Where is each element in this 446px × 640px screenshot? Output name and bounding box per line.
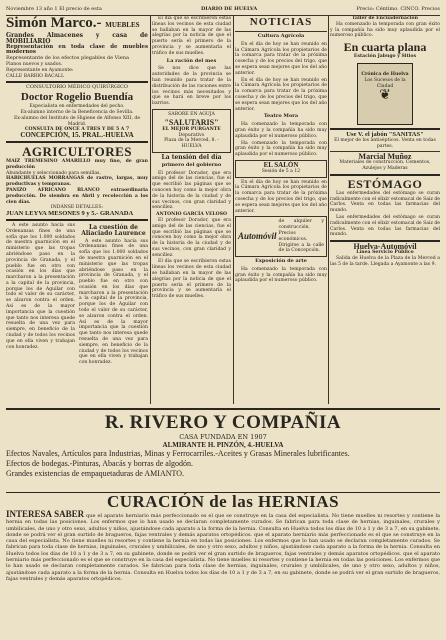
agri-line-4: INDÁNSE DETALLES: [50, 205, 104, 211]
auto-title: Automóvil [238, 230, 277, 241]
simon-line-4: Representante en Ayamonte: [6, 67, 74, 73]
simon-line-3: Pianos nuevos y usados. [6, 61, 63, 67]
col2-body-2: Se nos dice que las autoridades de la provincia se han reunido para tratar de la distribución de las raciones entre los vecinos más necesitados y que se hará en breve por los barrios. [152, 66, 231, 107]
hernias-ad [6, 492, 440, 634]
noticias-title: NOTICIAS [249, 16, 313, 28]
hernias-body: que el aparato herniario más perfeccionado es el que se construye en la casa del especialista. No tiene muelles ni resortes y contiene la hernia en todas las posiciones. Los enfermos que lo han usado se declaran completamente curados. Se fabrican para toda clase de hernias, inguinales, crurales y umbilicales, de uno y otro sexo, adultos y niños, ajustándose cada aparato a la forma de la hernia. Consulta en Huelva todos los días de 10 a 1 y de 3 a 7, en su gabinete, donde se podrá ver el gran surtido de bragueros, fajas ventrales y demás aparatos ortopédicos. [6, 513, 440, 538]
col2-body-1: El día que se escribieron estas líneas los vecinos de esta ciudad se hallaban en la mayor de las alegrías por la noticia de que el puerto sería el primero de la provincia y se aumentaría el tráfico de sus muelles. [152, 16, 231, 56]
col4-top: Taller de Encuadernación [352, 16, 418, 21]
masthead-title: DIARIO DE HUELVA [201, 6, 258, 12]
agri-line-3: PANIZO AFRICANO BLANCO extraordinaria producción. De siembra en Abril y recolección a los cien días. [6, 187, 148, 205]
col3-body-1: En el día de hoy se han reunido en la Cámara Agrícola los propietarios de la comarca para tratar de la próxima cosecha y de los precios del trigo, que se espera sean mejores que los del año anterior. [235, 41, 327, 76]
col1-body: A este asunto hacía sus Ordenanzas fines de una sofía que los 1.000 soldados de nuestra guarnición en el ministerio que las tropas abriéndose paso en la provincia de Granada, y el pueblo fue en otro con ocasión en los días que marcharon a la presentación a la capital de la provincia, porque los de Aguilar con todo el valor de su carácter, se alzaron contra el orden. Así es de la mayor importancia que la cuestión que tanto nos interesa quede resuelta de una vez para siempre, en beneficio de la ciudad y de todos los vecinos que en ella viven y trabajan con honradez. [6, 222, 75, 350]
col3-body-1c: En el día de hoy se han reunido en la Cámara Agrícola los propietarios de la comarca para tratar de la próxima cosecha y de los precios del trigo, que se espera sean mejores que los del año anterior. [235, 179, 327, 214]
sanitas-body: El mejor de los antisépticos. Venta en todas partes. [334, 137, 436, 149]
rivero-line-2: Efectos de bodegas.-Pinturas, Abacás y borras de algodón. [6, 459, 194, 468]
simon-line-5: CALLE BARRIO BACALL [6, 73, 65, 79]
col3-sub-3: Exposición de arte [255, 258, 307, 265]
masthead [6, 3, 440, 16]
marcial-title: Marcial Muñoz [358, 152, 412, 162]
cuarta-sub: Estación Jabugo y Sitios [353, 54, 417, 60]
marcial-body: Materiales de construcción. Cementos, Azulejos y Maderas [339, 160, 431, 171]
estomago-body-b: Las enfermedades del estómago se curan radicalmente con el elixir estomacal de Saiz de Carlos. Venta en todas las farmacias del mundo. [330, 214, 440, 238]
rivero-title: R. RIVERO Y COMPAÑIA [104, 412, 342, 433]
agri-line-1: Abundante y seleccionado para semillas. [6, 170, 101, 176]
rivero-address: ALMIRANTE H. PINZÓN, 4.-HUELVA [162, 441, 284, 449]
estomago-body: Las enfermedades del estómago se curan radicalmente con el elixir estomacal de Saiz de Carlos. Venta en todas las farmacias del mundo. [330, 190, 440, 214]
hernias-lead: INTERESA SABER [6, 509, 85, 519]
col3-sub-1: Cultura Agrícola [257, 33, 305, 39]
doctor-header: CONSULTORIO MÉDICO QUIRÚRGICO [26, 84, 128, 91]
doctor-name: Doctor Rogelio Buendía [20, 91, 134, 104]
saturnino-title: SABORE EN AGUJA [168, 111, 215, 117]
column-4 [330, 16, 440, 406]
masthead-right: Precio: Céntimo. CINCO. Precios [356, 6, 440, 12]
agri-title: AGRICULTORES [21, 143, 133, 159]
simon-line-1: Representación en toda clase de muebles modernos [6, 43, 148, 56]
book-sub: Los Sucesos de la Ciudad [364, 77, 406, 89]
col2-sub-1: La ración del mes [166, 57, 217, 64]
cine-title: EL SALÓN [263, 160, 299, 169]
col2-sub-2: La tensión del día [161, 153, 222, 161]
agri-line-2: HABICHUELAS MORRANGAS de rastro, largas, muy productivas y tempranas. [6, 176, 148, 188]
col2-signature: ANTONIO GARCÍA VELOSO [155, 212, 228, 218]
col2-body-3: El profesor Dorador, que era amigo del de las ciencias, fue el que escribió las páginas que se conocen hoy como la mejor obra de la historia de la ciudad y de sus vecinos, con gran claridad y sencillez. [152, 170, 231, 211]
estomago-title: ESTÓMAGO [347, 176, 423, 191]
agri-line-0: MAIZ TREMESINO AMARILLO muy fino, de gran producción [6, 158, 148, 170]
column-3 [235, 16, 327, 406]
col4-top-body: Ha comenzado la temporada con gran éxito y la compañía ha sido muy aplaudida por el numeroso público. [330, 21, 440, 39]
col3-body-1b: En el día de hoy se han reunido en la Cámara Agrícola los propietarios de la comarca para tratar de la próxima cosecha y de los precios del trigo, que se espera sean mejores que los del año anterior. [235, 77, 327, 112]
doctor-line-3: CONSULTA DE ONCE A TRES Y DE 5 A 7 [24, 127, 130, 133]
col3-body-2: Ha comenzado la temporada con gran éxito y la compañía ha sido muy aplaudida por el numeroso público. [235, 122, 327, 139]
col1-notice: La cuestión de Aliaciado Laurence [81, 223, 146, 237]
auto-ad [235, 216, 327, 257]
huelva-auto-body: Salida de Huelva de la Plaza de la Merced a las 5 de la tarde. Llegada a Ayamonte a las 9. [330, 255, 440, 267]
col2-body-3b: El profesor Dorador, que era amigo del de las ciencias, fue el que escribió las páginas que se conocen hoy como la mejor obra de la historia de la ciudad y de sus vecinos, con gran claridad y sencillez. [152, 217, 231, 258]
rivero-ad [6, 408, 440, 493]
col3-sub-2: Teatro Mora [263, 113, 299, 120]
col2-sub-2b: primero del gobierno [161, 161, 222, 168]
saturnino-line-0: EL MEJOR PURGANTE [162, 126, 221, 132]
hernias-body-c: que el aparato herniario más perfeccionado es el que se construye en la casa del especialista. No tiene muelles ni resortes y contiene la hernia en todas las posiciones. Los enfermos que lo han usado se declaran completamente curados. Se fabrican para toda clase de hernias, inguinales, crurales y umbilicales, de uno y otro sexo, adultos y niños, ajustándose cada aparato a la forma de la hernia. Consulta en Huelva todos los días de 10 a 1 y de 3 a 7, en su gabinete, donde se podrá ver el gran surtido de bragueros, fajas ventrales y demás aparatos ortopédicos. [6, 550, 440, 582]
col3-body-2c: Ha comenzado la temporada con gran éxito y la compañía ha sido muy aplaudida por el numeroso público. [235, 266, 327, 284]
saturnino-ad [152, 109, 231, 153]
doctor-line-1: Ex-alumno interno de la Beneficencia de Sevilla. [20, 109, 134, 115]
saturnino-line-2: Plaza de la Merced, 8. - HUELVA [164, 138, 219, 150]
saturnino-line-1: Depuratívo [178, 132, 205, 138]
simon-line-0: Grandes Almacenes y casa de MOBILIARIO [6, 32, 148, 45]
sanitas-title: Use V. el jabón "SANITAS" [346, 130, 424, 138]
doctor-line-0: Especialista en enfermedades del pecho. [29, 104, 125, 110]
masthead-left: Noviembre 13 año 1 El precio de esta [6, 6, 102, 12]
rivero-line-1: Efectos Navales, Artículos para Industrias, Minas y Ferrocarriles.-Aceites y Grasas Minerales lubrificantes. [6, 449, 350, 458]
book-ornament-icon: ❦ [379, 87, 391, 104]
simon-title: Simón Marco.- [6, 16, 102, 31]
hernias-body-b: que el aparato herniario más perfeccionado es el que se construye en la casa del especialista. No tiene muelles ni resortes y contiene la hernia en todas las posiciones. Los enfermos que lo han usado se declaran completamente curados. Se fabrican para toda clase de hernias, inguinales, crurales y umbilicales, de uno y otro sexo, adultos y niños, ajustándose cada aparato a la forma de la hernia. Consulta en Huelva todos los días de 10 a 1 y de 3 a 7, en su gabinete, donde se podrá ver el gran surtido de bragueros, fajas ventrales y demás aparatos ortopédicos. [6, 531, 440, 557]
book-title: Crónica de Huelva [361, 71, 409, 77]
simon-sub: MUEBLES [105, 21, 140, 29]
auto-body: de alquiler y construcción. Precios económicos. Dirigirse a la calle de la Concepción. [278, 219, 324, 254]
juan-line: JUAN LEYVA MESONES 9 y 5.- GRANADA [6, 210, 134, 218]
huelva-auto-sub: Línea Servicio Público [356, 249, 414, 255]
book-cover-image [357, 63, 413, 125]
doctor-line-4: CONCEPCIÓN, 15. PRAL.-HUELVA [20, 131, 134, 140]
col1-body-2: A este asunto hacía sus Ordenanzas fines de una sofía que los 1.000 soldados de nuestra guarnición en el ministerio que las tropas abriéndose paso en la provincia de Granada, y el pueblo fue en otro con ocasión en los días que marcharon a la presentación a la capital de la provincia, porque los de Aguilar con todo el valor de su carácter, se alzaron contra el orden. Así es de la mayor importancia que la cuestión que tanto nos interesa quede resuelta de una vez para siempre, en beneficio de la ciudad y de todos los vecinos que en ella viven y trabajan con honradez. [79, 238, 148, 366]
cuarta-title: En cuarta plana [343, 40, 427, 55]
doctor-line-2: Ex-alumno del Instituto de Higiene de Alfonso XIII, de Madrid. [13, 115, 141, 127]
rivero-founded: CASA FUNDADA EN 1907 [179, 433, 267, 441]
column-2 [152, 16, 231, 406]
hernias-title: CURACIÓN de las HERNIAS [106, 492, 340, 511]
saturnino-sub: "SALUTARIS" [164, 117, 219, 127]
rivero-line-3: Grandes existencias de empaquetaduras de AMIANTO. [6, 469, 185, 478]
cine-ad [235, 160, 327, 178]
simon-line-2: Representante de los efectos plegables de Viena [6, 55, 129, 62]
col2-body-1b: El día que se escribieron estas líneas los vecinos de esta ciudad se hallaban en la mayor de las alegrías por la noticia de que el puerto sería el primero de la provincia y se aumentaría el tráfico de sus muelles. [152, 259, 231, 300]
huelva-auto-title: Huelva-Automóvil [353, 242, 417, 252]
column-1 [6, 16, 148, 406]
cine-sub: Sesión de 5 a 12 [261, 168, 301, 174]
col3-body-2b: Ha comenzado la temporada con gran éxito y la compañía ha sido muy aplaudida por el numeroso público. [235, 140, 327, 158]
